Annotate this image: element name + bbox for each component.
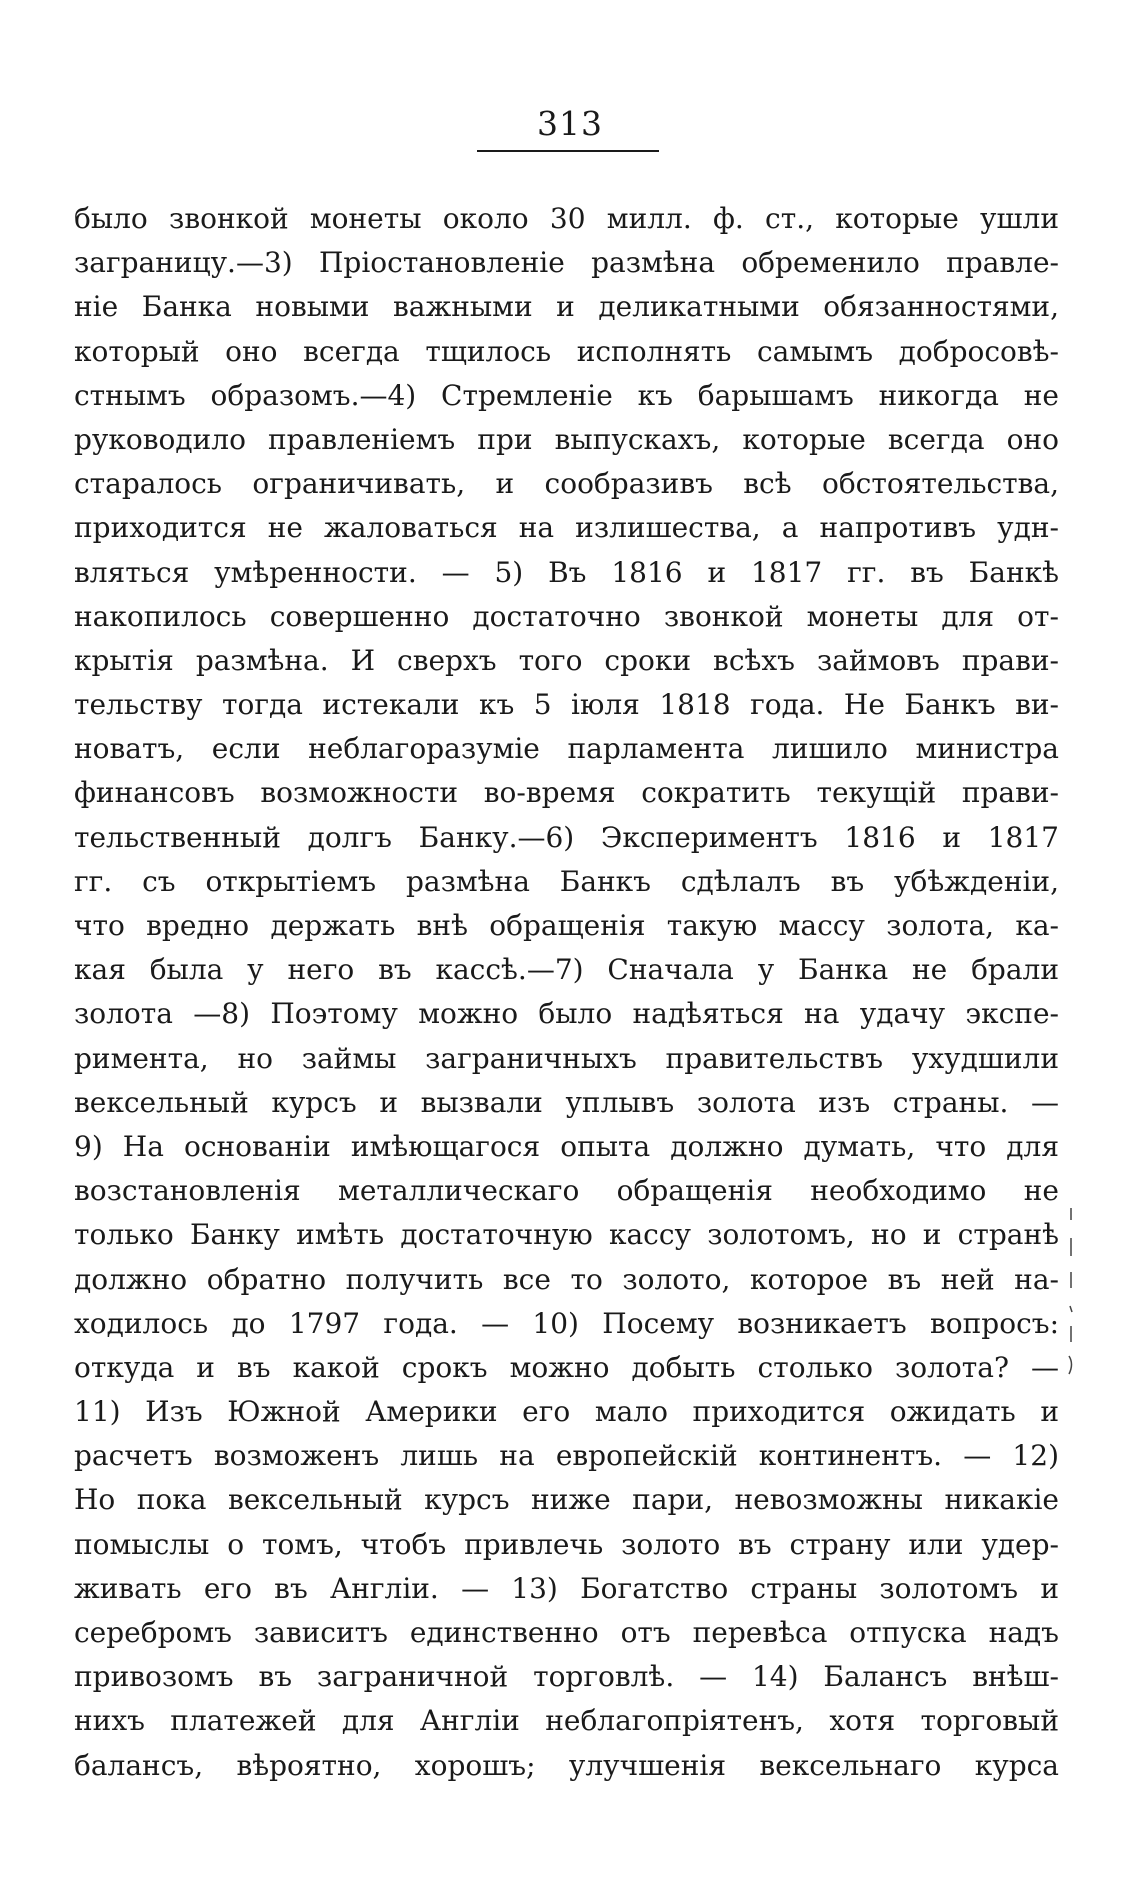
- text-line: балансъ, вѣроятно, хорошъ; улучшенія вексельнаго курса: [74, 1748, 1059, 1782]
- text-line: новатъ, если неблагоразуміе парламента лишило министра: [74, 732, 1059, 766]
- text-line: вексельный курсъ и вызвали уплывъ золота изъ страны. —: [74, 1085, 1059, 1119]
- text-line: привозомъ въ заграничной торговлѣ. — 14) Балансъ внѣш-: [74, 1660, 1059, 1694]
- text-line: заграницу.—3) Пріостановленіе размѣна обременило правле-: [74, 246, 1059, 280]
- text-line: приходится не жаловаться на излишества, а напротивъ удн-: [74, 511, 1059, 545]
- text-line: ходилось до 1797 года. — 10) Посему возникаетъ вопросъ:: [74, 1306, 1059, 1340]
- text-line: стнымъ образомъ.—4) Стремленіе къ барышамъ никогда не: [74, 378, 1059, 412]
- text-line: откуда и въ какой срокъ можно добыть столько золота? —: [74, 1350, 1059, 1384]
- text-line: римента, но займы заграничныхъ правительствъ ухудшили: [74, 1041, 1059, 1075]
- text-line: должно обратно получить все то золото, которое въ ней на-: [74, 1262, 1059, 1296]
- text-line: помыслы о томъ, чтобъ привлечь золото въ страну или удер-: [74, 1527, 1059, 1561]
- text-line: живать его въ Англіи. — 13) Богатство страны золотомъ и: [74, 1571, 1059, 1605]
- body-text: [74, 197, 1059, 1788]
- text-line: руководило правленіемъ при выпускахъ, которые всегда оно: [74, 422, 1059, 456]
- text-line: только Банку имѣть достаточную кассу золотомъ, но и странѣ: [74, 1218, 1059, 1252]
- text-line: вляться умѣренности. — 5) Въ 1816 и 1817 гг. въ Банкѣ: [74, 555, 1059, 589]
- text-line: тельству тогда истекали къ 5 іюля 1818 года. Не Банкъ ви-: [74, 688, 1059, 722]
- text-line: тельственный долгъ Банку.—6) Экспериментъ 1816 и 1817: [74, 820, 1059, 854]
- text-line: гг. съ открытіемъ размѣна Банкъ сдѣлалъ въ убѣжденіи,: [74, 864, 1059, 898]
- text-line: было звонкой монеты около 30 милл. ф. ст., которые ушли: [74, 202, 1059, 235]
- text-line: кая была у него въ кассѣ.—7) Сначала у Банка не брали: [74, 953, 1059, 987]
- text-line: золота —8) Поэтому можно было надѣяться на удачу экспе-: [74, 997, 1059, 1031]
- text-line: ніе Банка новыми важными и деликатными обязанностями,: [74, 290, 1059, 324]
- text-line: Но пока вексельный курсъ ниже пари, невозможны никакіе: [74, 1483, 1059, 1517]
- text-line: 11) Изъ Южной Америки его мало приходится ожидать и: [74, 1395, 1059, 1429]
- text-line: что вредно держать внѣ обращенія такую массу золота, ка-: [74, 909, 1059, 942]
- text-line: который оно всегда тщилось исполнять самымъ добросовѣ-: [74, 334, 1059, 368]
- margin-pencil-mark: [1067, 1208, 1075, 1378]
- text-line: старалось ограничивать, и сообразивъ всѣ обстоятельства,: [74, 467, 1059, 501]
- text-line: серебромъ зависитъ единственно отъ перевѣса отпуска надъ: [74, 1616, 1059, 1649]
- text-line: финансовъ возможности во-время сократить текущій прави-: [74, 776, 1059, 810]
- text-line: крытія размѣна. И сверхъ того сроки всѣхъ займовъ прави-: [74, 643, 1059, 677]
- text-line: нихъ платежей для Англіи неблагопріятенъ, хотя торговый: [74, 1704, 1059, 1738]
- text-line: возстановленія металлическаго обращенія необходимо не: [74, 1174, 1059, 1208]
- header-rule: [477, 150, 659, 152]
- text-line: расчетъ возможенъ лишь на европейскій континентъ. — 12): [74, 1439, 1059, 1473]
- page-number: 313: [537, 104, 603, 143]
- text-line: накопилось совершенно достаточно звонкой монеты для от-: [74, 599, 1059, 633]
- text-line: 9) На основаніи имѣющагося опыта должно думать, что для: [74, 1129, 1059, 1163]
